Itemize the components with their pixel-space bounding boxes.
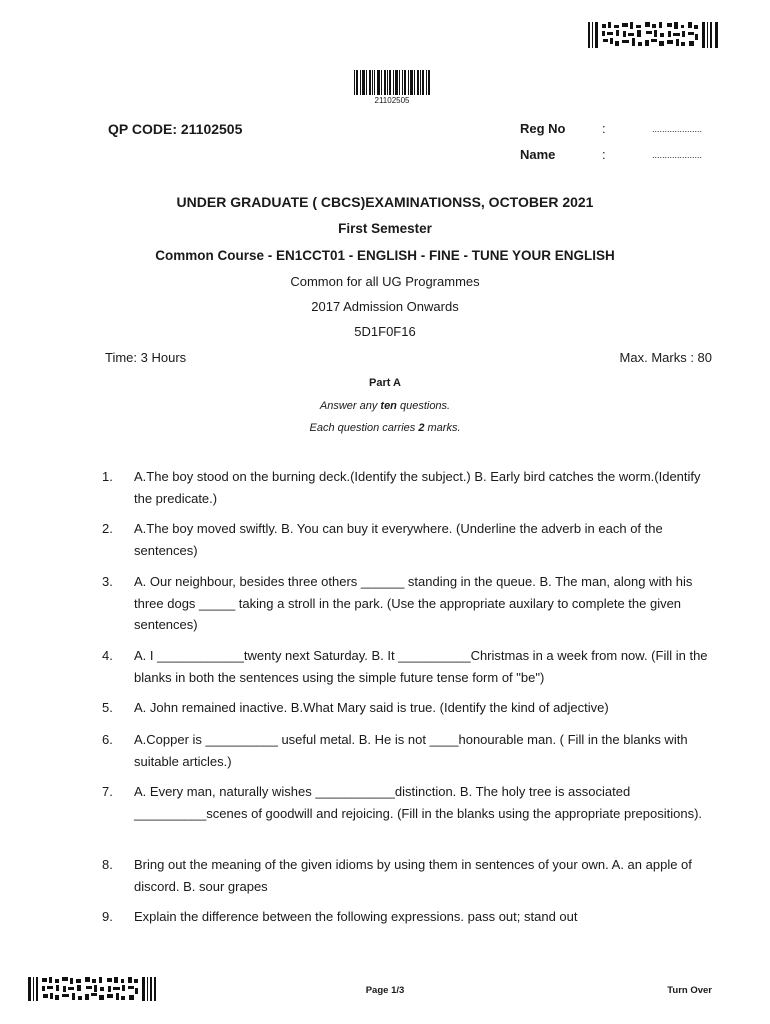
programmes: Common for all UG Programmes bbox=[290, 274, 480, 289]
question-text: A. Our neighbour, besides three others ______ standing in the queue. B. The man, along with his three dogs _____ taking a stroll in the park. (Use the appropriate auxilary to complete the given sentences) bbox=[134, 574, 693, 632]
question-7 bbox=[102, 781, 722, 824]
question-number: 7. bbox=[102, 784, 113, 799]
instr1-bold: ten bbox=[380, 400, 397, 412]
question-number: 2. bbox=[102, 521, 113, 536]
course-title: Common Course - EN1CCT01 - ENGLISH - FINE - TUNE YOUR ENGLISH bbox=[155, 248, 615, 263]
reg-no-colon: : bbox=[602, 121, 606, 136]
semester: First Semester bbox=[338, 221, 432, 236]
reg-no-blank: .................... bbox=[652, 124, 703, 134]
question-9 bbox=[102, 906, 722, 928]
exam-title: UNDER GRADUATE ( CBCS)EXAMINATIONSS, OCTOBER 2021 bbox=[176, 194, 594, 210]
max-marks: Max. Marks : 80 bbox=[619, 350, 712, 365]
instr2-bold: 2 bbox=[418, 422, 425, 434]
question-text: A. Every man, naturally wishes ___________distinction. B. The holy tree is associated __________scenes of goodwill and rejoicing. (Fill in the blanks using the appropriate prepositions). bbox=[134, 784, 703, 821]
question-number: 5. bbox=[102, 700, 113, 715]
question-5 bbox=[102, 697, 722, 719]
instr2-post: marks. bbox=[424, 422, 461, 434]
instr1-post: questions. bbox=[396, 400, 451, 412]
name-label: Name bbox=[520, 147, 556, 162]
question-number: 9. bbox=[102, 909, 113, 924]
question-1 bbox=[102, 466, 722, 509]
question-text: Explain the difference between the following expressions. pass out; stand out bbox=[134, 909, 578, 924]
barcode-number: 21102505 bbox=[374, 96, 410, 105]
question-text: A.The boy moved swiftly. B. You can buy it everywhere. (Underline the adverb in each of the sentences) bbox=[134, 521, 663, 558]
question-number: 1. bbox=[102, 469, 113, 484]
question-text: A.Copper is __________ useful metal. B. He is not ____honourable man. ( Fill in the blanks with suitable articles.) bbox=[134, 732, 688, 769]
page-number: Page 1/3 bbox=[365, 985, 405, 996]
question-8 bbox=[102, 854, 722, 897]
instr1-pre: Answer any bbox=[319, 400, 381, 412]
question-number: 3. bbox=[102, 574, 113, 589]
part-title: Part A bbox=[369, 377, 401, 389]
question-6 bbox=[102, 729, 722, 772]
question-3 bbox=[102, 571, 722, 636]
center-barcode bbox=[354, 70, 430, 95]
part-instruction-2 bbox=[0, 422, 770, 434]
name-blank: .................... bbox=[652, 150, 703, 160]
qp-code: QP CODE: 21102505 bbox=[108, 121, 243, 137]
paper-code: 5D1F0F16 bbox=[354, 324, 416, 339]
question-text: A. John remained inactive. B.What Mary said is true. (Identify the kind of adjective) bbox=[134, 700, 609, 715]
time-allowed: Time: 3 Hours bbox=[105, 350, 187, 365]
instr2-pre: Each question carries bbox=[309, 422, 419, 434]
reg-no-label: Reg No bbox=[520, 121, 566, 136]
top-right-barcode bbox=[588, 22, 718, 48]
question-text: A.The boy stood on the burning deck.(Identify the subject.) B. Early bird catches the worm.(Identify the predicate.) bbox=[134, 469, 701, 506]
question-number: 6. bbox=[102, 732, 113, 747]
name-colon: : bbox=[602, 147, 606, 162]
question-number: 4. bbox=[102, 648, 113, 663]
question-text: Bring out the meaning of the given idioms by using them in sentences of your own. A. an apple of discord. B. sour grapes bbox=[134, 857, 692, 894]
question-number: 8. bbox=[102, 857, 113, 872]
turn-over: Turn Over bbox=[667, 985, 712, 996]
admission: 2017 Admission Onwards bbox=[311, 299, 459, 314]
question-4 bbox=[102, 645, 722, 688]
question-text: A. I ____________twenty next Saturday. B. It __________Christmas in a week from now. (Fill in the blanks in both the sentences using the simple future tense form of "be") bbox=[134, 648, 708, 685]
question-2 bbox=[102, 518, 722, 561]
part-instruction-1 bbox=[0, 400, 770, 412]
